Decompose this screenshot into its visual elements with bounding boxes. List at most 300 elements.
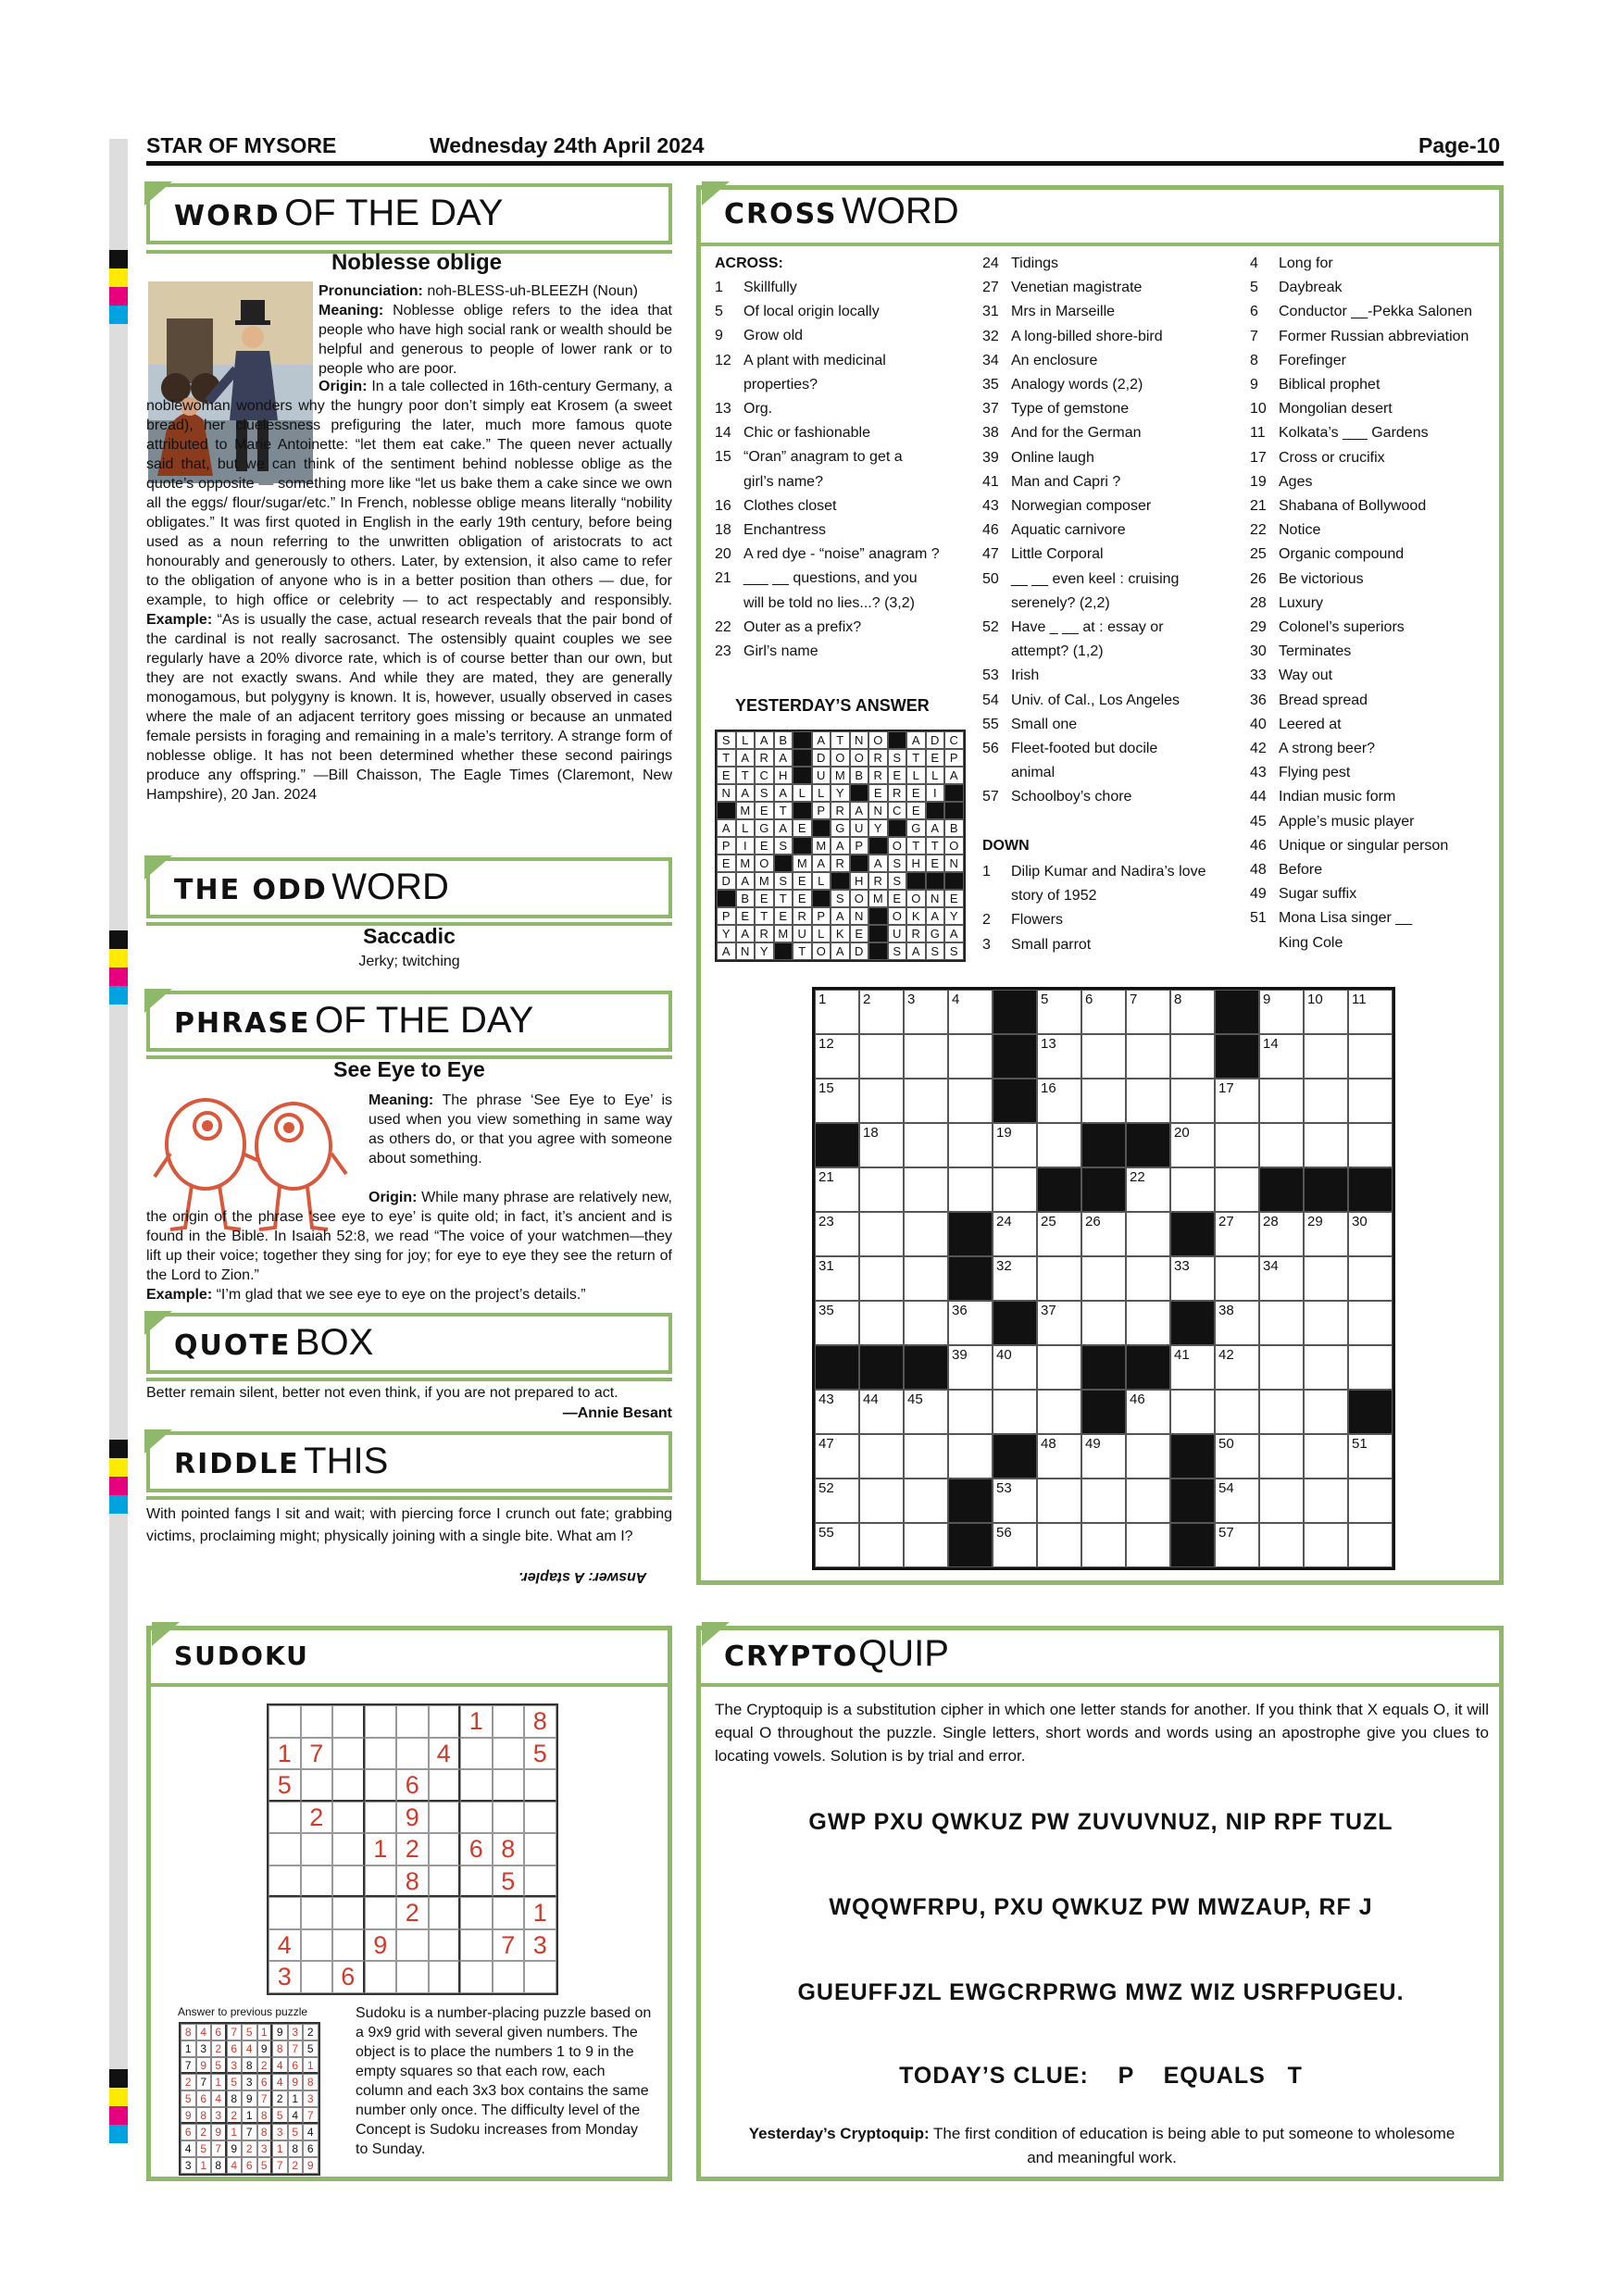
cell-number: 50 (1218, 1436, 1234, 1452)
crossword-cell[interactable] (1037, 1123, 1081, 1167)
crossword-cell[interactable] (948, 1434, 993, 1479)
sudoku-cell[interactable] (301, 1705, 333, 1738)
answer-letter: H (774, 767, 793, 784)
clue-item (715, 373, 965, 397)
crossword-cell[interactable] (948, 990, 993, 1034)
sudoku-answer-cell: 1 (303, 2057, 319, 2074)
crossword-cell[interactable] (1081, 990, 1126, 1034)
black-square (850, 855, 869, 872)
crossword-cell[interactable] (1170, 1123, 1215, 1167)
word-origin: Origin: In a tale collected in 16th-century Germany, a noblewoman wonders why the hungry poor don’t simply eat Krosem (a sweet bread), her cluelessness prefiguring the later, much more famous quote attributed to Marie Antoinette: “let them eat cake.” The queen never actually said that, but we can think of the sentiment behind noblesse oblige as the quote’s opposite — something more like “let us bake them a cake since we own all the eggs/ flour/sugar/etc.” In French, noblesse oblige means literally “nobility obligates.” It was first quoted in English in the early 19th century, before being used as a noun referring to the unwritten obligation of aristocrats to act honourably and generously to others. Later, by extension, it also came to refer to the obligation of anyone who is in a better position than others — due, for example, to high office or celebrity — to act respectably and responsibly. Example: “As is usually the case, actual research reveals that the pair bond of the cardinal is not really sacrosanct. The ostensibly quaint couples we see regularly have a 20% divorce rate, which is of course better than our own, but they are not exactly swans. And while they are mated, they are generally monogamous, but polygyny is known. It is, however, usually observed in cases where the male of an adjacent territory goes missing or because an unmated female persists in foraging and remaining in a male’s territory. A strange form of noblesse oblige. It has not been determined whether these second pairings produce any offspring.” —Bill Chaisson, The Eagle Times (Claremont, New Hampshire), 20 Jan. 2024 (146, 379, 672, 803)
crossword-cell[interactable] (1037, 1212, 1081, 1256)
sudoku-cell[interactable] (332, 1866, 365, 1898)
crossword-cell[interactable] (1081, 1523, 1126, 1567)
answer-letter: H (906, 855, 926, 872)
crossword-cell[interactable] (1259, 1212, 1304, 1256)
crossword-cell[interactable] (1037, 1079, 1081, 1123)
crossword-cell[interactable] (904, 990, 948, 1034)
sudoku-cell[interactable] (396, 1705, 429, 1738)
crossword-cell[interactable] (1037, 1434, 1081, 1479)
crossword-cell[interactable] (1126, 1079, 1170, 1123)
clue-number: 7 (1250, 328, 1258, 344)
crossword-cell[interactable] (1348, 1479, 1393, 1523)
sudoku-cell[interactable] (365, 1705, 397, 1738)
crossword-cell[interactable] (1348, 1301, 1393, 1345)
crossword-cell[interactable] (904, 1034, 948, 1079)
crossword-cell[interactable] (1304, 1079, 1348, 1123)
crossword-cell[interactable] (904, 1390, 948, 1434)
sudoku-cell[interactable] (332, 1705, 365, 1738)
answer-letter: S (888, 749, 907, 767)
crossword-cell[interactable] (815, 1256, 859, 1301)
cell-number: 14 (1263, 1036, 1279, 1052)
crossword-cell[interactable] (1304, 1256, 1348, 1301)
crossword-cell[interactable] (1348, 1212, 1393, 1256)
across-label: ACROSS: (715, 256, 783, 271)
crossword-cell[interactable] (1304, 1034, 1348, 1079)
crossword-cell[interactable] (859, 1390, 904, 1434)
sudoku-cell[interactable] (493, 1897, 525, 1929)
sudoku-cell[interactable] (365, 1769, 397, 1802)
sudoku-cell[interactable] (396, 1738, 429, 1770)
crossword-cell[interactable] (815, 1301, 859, 1345)
crossword-cell[interactable] (1259, 1123, 1304, 1167)
clue-number: 13 (715, 401, 731, 418)
crossword-cell[interactable] (993, 1212, 1037, 1256)
crossword-cell[interactable] (1348, 1345, 1393, 1390)
crossword-cell[interactable] (1259, 1256, 1304, 1301)
crossword-cell[interactable] (1215, 1212, 1259, 1256)
clue-item (982, 300, 1232, 324)
crossword-cell[interactable] (859, 1212, 904, 1256)
crossword-cell[interactable] (904, 1167, 948, 1212)
clue-item (982, 543, 1232, 567)
answer-letter: P (944, 749, 964, 767)
crossword-cell[interactable] (1304, 1212, 1348, 1256)
crossword-cell[interactable] (1081, 1434, 1126, 1479)
sudoku-answer-cell: 9 (242, 2090, 257, 2107)
clue-item (982, 908, 1251, 932)
crossword-cell[interactable] (1304, 1434, 1348, 1479)
crossword-cell[interactable] (815, 1479, 859, 1523)
sudoku-answer-cell: 7 (211, 2140, 227, 2157)
answer-letter: S (888, 872, 907, 890)
crossword-cell[interactable] (1081, 1212, 1126, 1256)
crossword-cell[interactable] (1348, 1256, 1393, 1301)
answer-letter: S (831, 890, 850, 907)
sudoku-cell[interactable] (460, 1929, 493, 1962)
crossword-cell[interactable] (948, 1079, 993, 1123)
clue-text: Type of gemstone (1011, 401, 1130, 418)
sudoku-cell[interactable] (269, 1802, 301, 1834)
crossword-cell[interactable] (859, 1479, 904, 1523)
word-of-day-heading: WORD OF THE DAY (146, 183, 672, 244)
crossword-cell[interactable] (1259, 1345, 1304, 1390)
crossword-cell[interactable] (1126, 1479, 1170, 1523)
answer-letter: A (736, 872, 756, 890)
crossword-cell[interactable] (993, 1123, 1037, 1167)
crossword-cell[interactable] (904, 1256, 948, 1301)
sudoku-cell[interactable] (332, 1897, 365, 1929)
crossword-cell[interactable] (859, 1256, 904, 1301)
sudoku-cell[interactable] (301, 1897, 333, 1929)
crossword-cell[interactable] (1170, 1256, 1215, 1301)
crossword-cell[interactable] (1348, 1079, 1393, 1123)
crossword-cell[interactable] (1126, 1523, 1170, 1567)
sudoku-cell[interactable] (460, 1866, 493, 1898)
answer-letter: E (888, 890, 907, 907)
crossword-cell[interactable] (1259, 1390, 1304, 1434)
sudoku-answer-cell: 1 (272, 2140, 288, 2157)
sudoku-answer-cell: 5 (181, 2090, 196, 2107)
clue-item (982, 761, 1232, 785)
clue-number: 24 (982, 256, 999, 271)
cell-number: 19 (996, 1125, 1012, 1141)
sudoku-cell[interactable] (365, 1897, 397, 1929)
clue-text: Colonel’s superiors (1279, 619, 1405, 636)
crossword-cell[interactable] (815, 1390, 859, 1434)
crossword-cell[interactable] (1037, 1345, 1081, 1390)
sudoku-answer-cell: 3 (288, 2024, 304, 2040)
answer-letter: A (774, 749, 793, 767)
crossword-cell[interactable] (948, 1034, 993, 1079)
crossword-cell[interactable] (1126, 1034, 1170, 1079)
crossword-cell[interactable] (1304, 990, 1348, 1034)
crossword-cell[interactable] (1037, 1479, 1081, 1523)
answer-letter: L (812, 925, 831, 942)
crossword-cell[interactable] (1081, 1034, 1126, 1079)
sudoku-cell[interactable] (493, 1961, 525, 1993)
sudoku-cell[interactable] (524, 1833, 556, 1866)
crossword-cell[interactable] (1170, 1345, 1215, 1390)
sudoku-cell[interactable] (493, 1802, 525, 1834)
answer-letter: D (850, 942, 869, 960)
crossword-cell[interactable] (1348, 1123, 1393, 1167)
black-square (944, 802, 964, 819)
crossword-cell[interactable] (1037, 1034, 1081, 1079)
sudoku-cell[interactable] (396, 1961, 429, 1993)
clue-item (1250, 906, 1500, 930)
crossword-cell[interactable] (993, 1167, 1037, 1212)
crossword-cell[interactable] (948, 1167, 993, 1212)
cell-number: 20 (1174, 1125, 1190, 1141)
sudoku-cell: 1 (524, 1897, 556, 1929)
cell-number: 44 (863, 1391, 879, 1407)
crossword-cell[interactable] (859, 1167, 904, 1212)
sudoku-cell[interactable] (460, 1961, 493, 1993)
crossword-cell[interactable] (859, 990, 904, 1034)
sudoku-cell[interactable] (269, 1705, 301, 1738)
sudoku-cell[interactable] (460, 1897, 493, 1929)
crossword-cell[interactable] (1126, 1301, 1170, 1345)
sudoku-cell[interactable] (429, 1705, 461, 1738)
sudoku-cell[interactable] (460, 1769, 493, 1802)
answer-letter: R (868, 767, 888, 784)
sudoku-cell[interactable] (365, 1802, 397, 1834)
clue-item (982, 446, 1232, 470)
sudoku-cell[interactable] (301, 1866, 333, 1898)
crossword-cell[interactable] (859, 1034, 904, 1079)
sudoku-answer-cell: 4 (227, 2157, 243, 2174)
sudoku-cell[interactable] (493, 1738, 525, 1770)
crossword-cell[interactable] (1259, 1079, 1304, 1123)
crossword-cell[interactable] (1215, 1167, 1259, 1212)
black-square (868, 942, 888, 960)
clue-item (982, 349, 1232, 373)
clue-number: 1 (982, 864, 991, 880)
crossword-cell[interactable] (1304, 1390, 1348, 1434)
sudoku-cell[interactable] (301, 1961, 333, 1993)
clue-number (982, 592, 1011, 616)
sudoku-cell[interactable] (269, 1897, 301, 1929)
crossword-cell[interactable] (1215, 1301, 1259, 1345)
sudoku-cell: 2 (396, 1833, 429, 1866)
crossword-cell[interactable] (859, 1434, 904, 1479)
sudoku-cell[interactable] (429, 1769, 461, 1802)
crossword-cell[interactable] (1348, 1434, 1393, 1479)
sudoku-cell[interactable] (269, 1833, 301, 1866)
crossword-cell[interactable] (904, 1434, 948, 1479)
sudoku-cell[interactable] (301, 1833, 333, 1866)
sudoku-cell[interactable] (460, 1802, 493, 1834)
black-square (812, 819, 831, 837)
crossword-cell[interactable] (815, 1212, 859, 1256)
clue-number (715, 592, 743, 616)
clue-number: 1 (715, 280, 723, 295)
sudoku-cell[interactable] (524, 1802, 556, 1834)
crossword-cell[interactable] (1170, 1390, 1215, 1434)
crossword-cell[interactable] (1215, 1479, 1259, 1523)
crossword-cell[interactable] (1081, 1256, 1126, 1301)
answer-letter: L (812, 872, 831, 890)
sudoku-cell[interactable] (524, 1866, 556, 1898)
crossword-cell[interactable] (993, 1256, 1037, 1301)
sudoku-cell[interactable] (365, 1866, 397, 1898)
crossword-cell[interactable] (859, 1123, 904, 1167)
registration-bar-mid (109, 838, 128, 2143)
sudoku-cell[interactable] (429, 1961, 461, 1993)
crossword-cell[interactable] (1126, 1390, 1170, 1434)
crossword-cell[interactable] (1304, 1479, 1348, 1523)
phrase-origin: Origin: While many phrase are relatively new, the origin of the phrase ‘see eye to eye’ is quite old; in fact, it’s ancient and is found in the Bible. In Isaiah 52:8, we read “The voice of your watchmen—they lift up their voice; together they sing for joy; for eye to eye they see the return of the Lord to Zion.” Example: “I’m glad that we see eye to eye on the project’s details.” (146, 1190, 673, 1303)
crossword-cell[interactable] (815, 1034, 859, 1079)
clue-item (982, 494, 1232, 518)
answer-letter: P (717, 837, 736, 855)
crossword-cell[interactable] (1259, 1034, 1304, 1079)
crossword-cell[interactable] (815, 1523, 859, 1567)
answer-letter: E (755, 837, 774, 855)
crossword-cell[interactable] (1081, 1301, 1126, 1345)
sudoku-cell: 9 (396, 1802, 429, 1834)
crossword-cell[interactable] (815, 990, 859, 1034)
crossword-cell[interactable] (1348, 1034, 1393, 1079)
sudoku-cell: 3 (269, 1961, 301, 1993)
crossword-cell[interactable] (948, 1390, 993, 1434)
cell-number: 55 (818, 1525, 834, 1541)
clue-item (982, 421, 1232, 445)
crossword-cell[interactable] (1304, 1345, 1348, 1390)
crossword-cell[interactable] (1259, 990, 1304, 1034)
black-square (926, 802, 945, 819)
crossword-cell[interactable] (1215, 1079, 1259, 1123)
crossword-cell[interactable] (1037, 1390, 1081, 1434)
crossword-cell[interactable] (1170, 1079, 1215, 1123)
sudoku-cell[interactable] (332, 1738, 365, 1770)
clue-text: Aquatic carnivore (1011, 522, 1126, 539)
crossword-cell[interactable] (1126, 1167, 1170, 1212)
clue-number: 53 (982, 668, 999, 684)
crossword-cell[interactable] (1215, 1256, 1259, 1301)
clue-text: Former Russian abbreviation (1279, 328, 1469, 344)
crossword-cell[interactable] (859, 1301, 904, 1345)
crossword-cell[interactable] (1348, 990, 1393, 1034)
black-square (944, 872, 964, 890)
clue-number: 46 (1250, 837, 1267, 854)
crossword-cell[interactable] (1170, 1167, 1215, 1212)
clue-number: 15 (715, 449, 731, 466)
crossword-cell[interactable] (1126, 1434, 1170, 1479)
sudoku-cell[interactable] (493, 1769, 525, 1802)
crossword-cell[interactable] (1215, 1345, 1259, 1390)
phrase-title: See Eye to Eye (333, 1057, 485, 1081)
crossword-cell[interactable] (1259, 1434, 1304, 1479)
clue-text: Organic compound (1279, 546, 1405, 563)
black-square (868, 837, 888, 855)
sudoku-grid[interactable] (267, 1703, 558, 1995)
crossword-cell[interactable] (1304, 1123, 1348, 1167)
answer-letter: E (888, 767, 907, 784)
crossword-cell[interactable] (993, 1390, 1037, 1434)
crossword-cell[interactable] (1304, 1301, 1348, 1345)
sudoku-cell[interactable] (493, 1705, 525, 1738)
crossword-cell[interactable] (859, 1523, 904, 1567)
answer-letter: O (888, 837, 907, 855)
black-square (815, 1123, 859, 1167)
cell-number: 13 (1041, 1036, 1056, 1052)
cell-number: 49 (1085, 1436, 1101, 1452)
clue-text: Mrs in Marseille (1011, 304, 1116, 320)
clue-item (982, 737, 1232, 761)
black-square (1037, 1167, 1081, 1212)
crossword-cell[interactable] (1259, 1479, 1304, 1523)
sudoku-answer-cell: 2 (181, 2074, 196, 2090)
answer-letter: R (831, 855, 850, 872)
crossword-cell[interactable] (993, 1345, 1037, 1390)
sudoku-cell[interactable] (365, 1961, 397, 1993)
crossword-cell[interactable] (1126, 1212, 1170, 1256)
crossword-cell[interactable] (904, 1123, 948, 1167)
sudoku-cell[interactable] (524, 1769, 556, 1802)
answer-letter: T (831, 731, 850, 749)
black-square (1081, 1345, 1126, 1390)
sudoku-answer-cell: 4 (272, 2074, 288, 2090)
crossword-cell[interactable] (904, 1301, 948, 1345)
crossword-cell[interactable] (1081, 1079, 1126, 1123)
crossword-cell[interactable] (993, 1523, 1037, 1567)
sudoku-cell[interactable] (365, 1738, 397, 1770)
sudoku-cell[interactable] (269, 1866, 301, 1898)
sudoku-cell[interactable] (396, 1929, 429, 1962)
crossword-cell[interactable] (1348, 1523, 1393, 1567)
sudoku-cell[interactable] (429, 1866, 461, 1898)
sudoku-cell[interactable] (332, 1929, 365, 1962)
crossword-cell[interactable] (815, 1434, 859, 1479)
clue-item (1250, 810, 1500, 834)
crossword-cell[interactable] (948, 1123, 993, 1167)
clue-item (715, 276, 965, 300)
crossword-cell[interactable] (1215, 1390, 1259, 1434)
crossword-cell[interactable] (1126, 1256, 1170, 1301)
crossword-cell[interactable] (1259, 1301, 1304, 1345)
crossword-cell[interactable] (1259, 1523, 1304, 1567)
answer-letter: M (736, 855, 756, 872)
sudoku-cell[interactable] (332, 1802, 365, 1834)
sudoku-cell[interactable] (332, 1833, 365, 1866)
crossword-cell[interactable] (904, 1479, 948, 1523)
clue-number (715, 373, 743, 397)
crossword-cell[interactable] (904, 1523, 948, 1567)
crossword-cell[interactable] (948, 1345, 993, 1390)
sudoku-cell[interactable] (460, 1738, 493, 1770)
crossword-cell[interactable] (1037, 1301, 1081, 1345)
crossword-cell[interactable] (948, 1301, 993, 1345)
answer-letter: S (944, 942, 964, 960)
crossword-cell[interactable] (993, 1479, 1037, 1523)
clue-column-2 (982, 252, 1232, 810)
answer-letter: T (906, 749, 926, 767)
black-square (1170, 1523, 1215, 1567)
sudoku-cell[interactable] (301, 1769, 333, 1802)
sudoku-cell[interactable] (429, 1802, 461, 1834)
crossword-cell[interactable] (1215, 1523, 1259, 1567)
answer-letter: N (944, 855, 964, 872)
crossword-cell[interactable] (1037, 1256, 1081, 1301)
crossword-cell[interactable] (1037, 990, 1081, 1034)
sudoku-cell[interactable] (429, 1833, 461, 1866)
clue-item (715, 349, 965, 373)
cryptoquip-line-3: GUEUFFJZL EWGCRPRWG MWZ WIZ USRFPUGEU. (797, 1979, 1405, 2005)
sudoku-cell[interactable] (429, 1929, 461, 1962)
sudoku-cell[interactable] (301, 1929, 333, 1962)
sudoku-cell[interactable] (429, 1897, 461, 1929)
clue-text: attempt? (1,2) (1011, 643, 1104, 660)
cell-number: 25 (1041, 1214, 1056, 1229)
sudoku-cell[interactable] (524, 1961, 556, 1993)
crossword-cell[interactable] (815, 1079, 859, 1123)
crossword-cell[interactable] (1081, 1479, 1126, 1523)
crossword-grid[interactable] (812, 987, 1395, 1570)
crossword-cell[interactable] (1215, 1434, 1259, 1479)
crossword-cell[interactable] (859, 1079, 904, 1123)
sudoku-cell[interactable] (332, 1769, 365, 1802)
black-square (948, 1212, 993, 1256)
clue-number: 29 (1250, 619, 1267, 636)
clue-number: 56 (982, 741, 999, 757)
crossword-cell[interactable] (1304, 1523, 1348, 1567)
clue-item (982, 397, 1232, 421)
crossword-cell[interactable] (904, 1079, 948, 1123)
crossword-cell[interactable] (904, 1212, 948, 1256)
clue-number (982, 884, 1011, 908)
crossword-cell[interactable] (1126, 990, 1170, 1034)
crossword-cell[interactable] (1170, 1034, 1215, 1079)
clue-text: Outer as a prefix? (743, 618, 862, 635)
crossword-cell[interactable] (815, 1167, 859, 1212)
sudoku-answer-cell: 2 (196, 2124, 212, 2140)
crossword-cell[interactable] (1215, 1123, 1259, 1167)
crossword-cell[interactable] (1037, 1523, 1081, 1567)
crossword-cell[interactable] (1170, 990, 1215, 1034)
